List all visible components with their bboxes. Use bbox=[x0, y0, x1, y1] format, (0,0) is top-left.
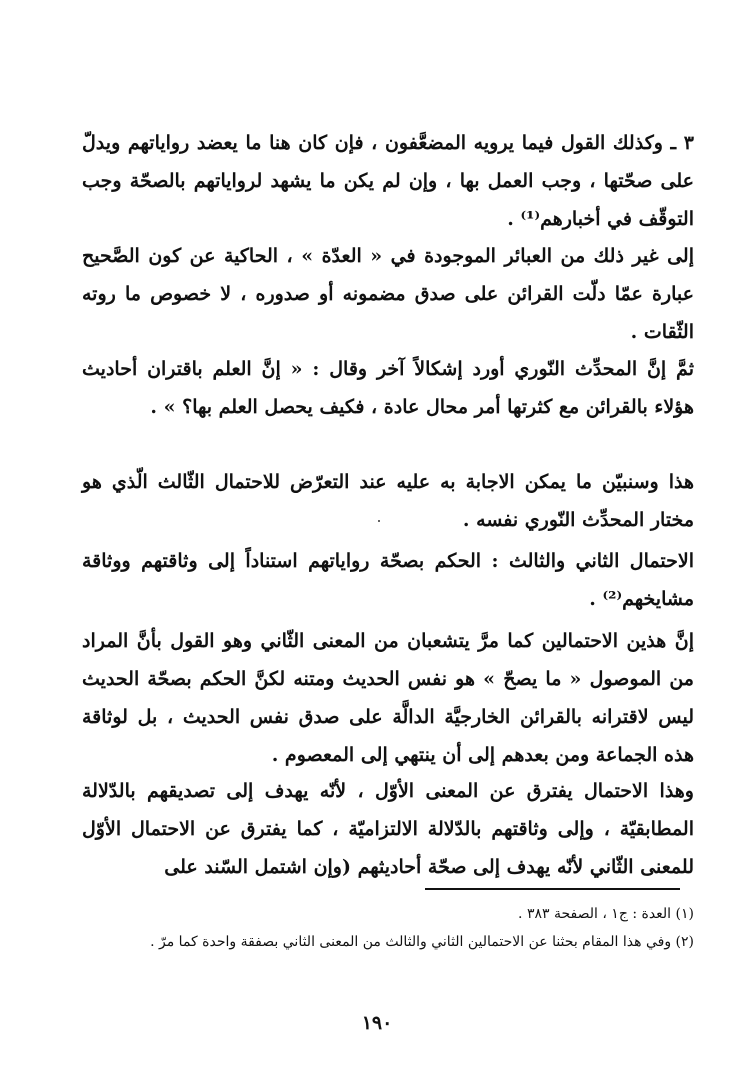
footnote-separator bbox=[425, 888, 680, 890]
paragraph-differs-from-first: وهذا الاحتمال يفترق عن المعنى الأوّل ، لأنّه يهدف إلى تصديقهم بالدّلالة المطابقيّة ، وإلى وثاقتهم بالدّلالة الالتزاميّة ، كما يفترق عن الاحتمال الأوّل للمعنى الثّاني لأنّه يهدف إلى صحّة أحاديثهم (وإن اشتمل السّند على bbox=[82, 780, 694, 878]
scan-speck bbox=[378, 520, 380, 522]
footnote-1: (١) العدة : ج١ ، الصفحة ٣٨٣ . bbox=[518, 906, 694, 922]
paragraph-al-idda-phrases: إلى غير ذلك من العبائر الموجودة في « العدّة » ، الحاكية عن كون الصَّحيح عبارة عمّا دلّت القرائن على صدق مضمونه أو صدوره ، لا خصوص ما روته الثّقات . bbox=[82, 245, 694, 343]
paragraph-second-third-probability bbox=[82, 542, 694, 618]
paragraph-two-probabilities: إنَّ هذين الاحتمالين كما مرَّ يتشعبان من المعنى الثّاني وهو القول بأنَّ المراد من الموصول « ما يصحّ » هو نفس الحديث ومتنه لكنَّ الحكم بصحّة الحديث ليس لاقترانه بالقرائن الخارجيَّة الدالَّة على صدق نفس الحديث ، بل لوثاقة هذه الجماعة ومن بعدهم إلى أن ينتهي إلى المعصوم . bbox=[82, 630, 694, 766]
probability-label: الاحتمال الثاني والثالث : bbox=[491, 550, 694, 572]
paragraph-nouri-objection: ثمَّ إنَّ المحدِّث النّوري أورد إشكالاً آخر وقال : « إنَّ العلم باقتران أحاديث هؤلاء بالقرائن مع كثرتها أمر محال عادة ، فكيف يحصل العلم بها؟ » . bbox=[82, 358, 694, 418]
page-number: ١٩٠ bbox=[361, 1012, 393, 1034]
footnote-2: (٢) وفي هذا المقام بحثنا عن الاحتمالين الثاني والثالث من المعنى الثاني بصفقة واحدة كما مرّ . bbox=[150, 934, 694, 950]
probability-text: الحكم بصحّة رواياتهم استناداً إلى وثاقتهم ووثاقة مشايخهم⁽²⁾ . bbox=[82, 550, 694, 610]
paragraph-answer-note: هذا وسنبيّن ما يمكن الاجابة به عليه عند التعرّض للاحتمال الثّالث الّذي هو مختار المحدِّث النّوري نفسه . bbox=[82, 471, 694, 531]
paragraph-item-3: ٣ ـ وكذلك القول فيما يرويه المضعَّفون ، فإن كان هنا ما يعضد رواياتهم ويدلّ على صحّتها ، وجب العمل بها ، وإن لم يكن ما يشهد لرواياتهم بالصحّة وجب التوقّف في أخبارهم⁽¹⁾ . bbox=[82, 132, 694, 230]
